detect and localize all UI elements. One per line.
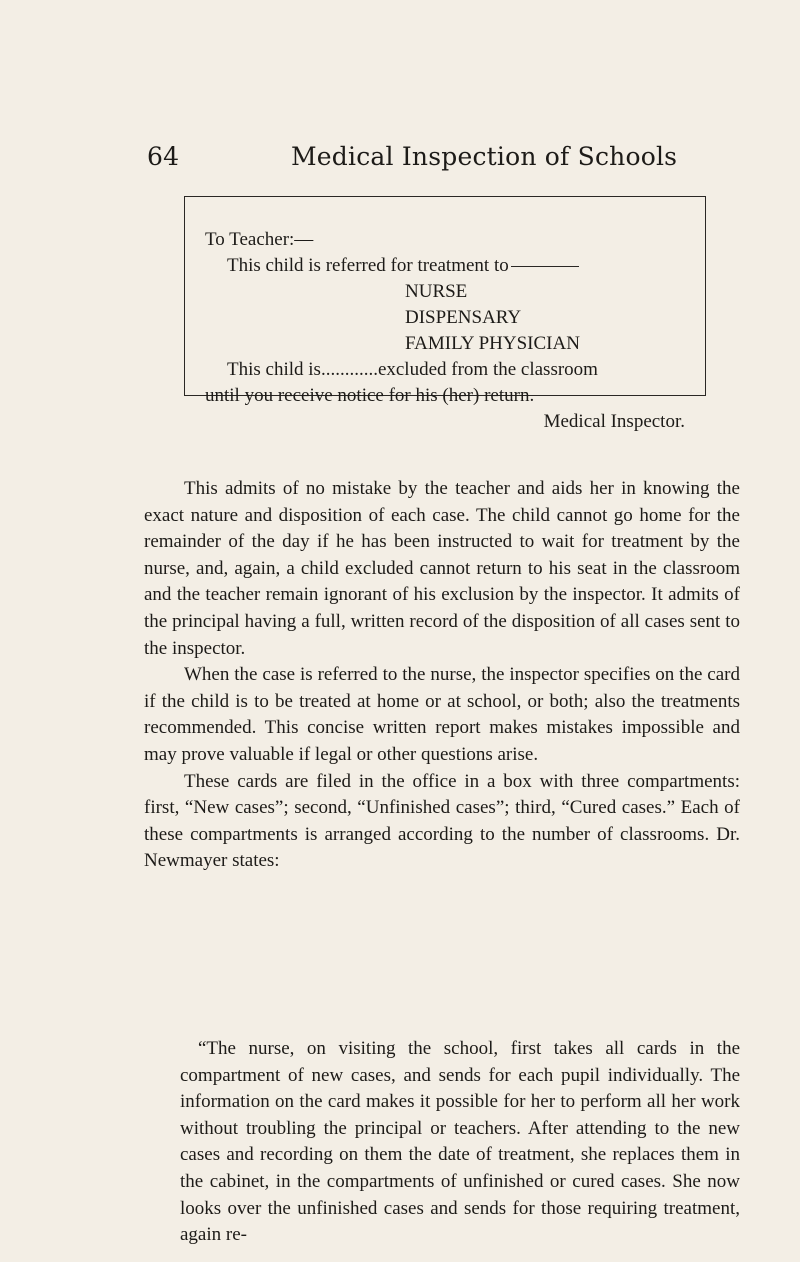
referral-card: [184, 196, 706, 432]
quote-text: “The nurse, on visiting the school, first takes all cards in the compartment of new cases, and sends for each pupil individually. The information on the card makes it possible for her to perform all her work without troubling the principal or teachers. After attending to the new cases and recording on them the date of treatment, she replaces them in the cabinet, in the compartments of unfinished or cured cases. She now looks over the unfinished cases and sends for those requiring treatment, again re-: [180, 1038, 740, 1246]
paragraph-1: This admits of no mistake by the teacher and aids her in knowing the exact nature and disposition of each case. The child cannot go home for the remainder of the day if he has been instructed to wait for treatment by the nurse, and, again, a child excluded cannot return to his seat in the classroom and the teacher remain ignorant of his exclusion by the inspector. It admits of the principal having a full, written record of the disposition of all cases sent to the inspector.: [144, 478, 740, 659]
card-option-nurse: NURSE: [405, 281, 468, 302]
paragraph-3: These cards are filed in the office in a box with three compartments: first, “New cases”; second, “Unfinished cases”; third, “Cured cases.” Each of these compartments is arranged according to the number of classrooms. Dr. Newmayer states:: [144, 770, 740, 872]
card-salutation: To Teacher:—: [205, 229, 314, 250]
card-blank-line: [511, 266, 579, 267]
body-text: [144, 476, 740, 875]
card-option-family-physician: FAMILY PHYSICIAN: [405, 333, 580, 354]
card-option-dispensary: DISPENSARY: [405, 307, 522, 328]
card-referred-text: This child is referred for treatment to: [227, 255, 509, 276]
card-excluded-text: This child is............excluded from the classroom: [227, 359, 598, 380]
block-quote: [180, 1036, 740, 1249]
card-signature: Medical Inspector.: [543, 411, 685, 432]
running-title: Medical Inspection of Schools: [291, 142, 678, 171]
page-number: 64: [147, 142, 180, 171]
card-referred-line: [227, 253, 579, 279]
paragraph-2: When the case is referred to the nurse, the inspector specifies on the card if the child is to be treated at home or at school, or both; also the treatments recommended. This concise written report makes mistakes impossible and may prove valuable if legal or other questions arise.: [144, 664, 740, 765]
card-until-text: until you receive notice for his (her) return.: [205, 385, 535, 406]
